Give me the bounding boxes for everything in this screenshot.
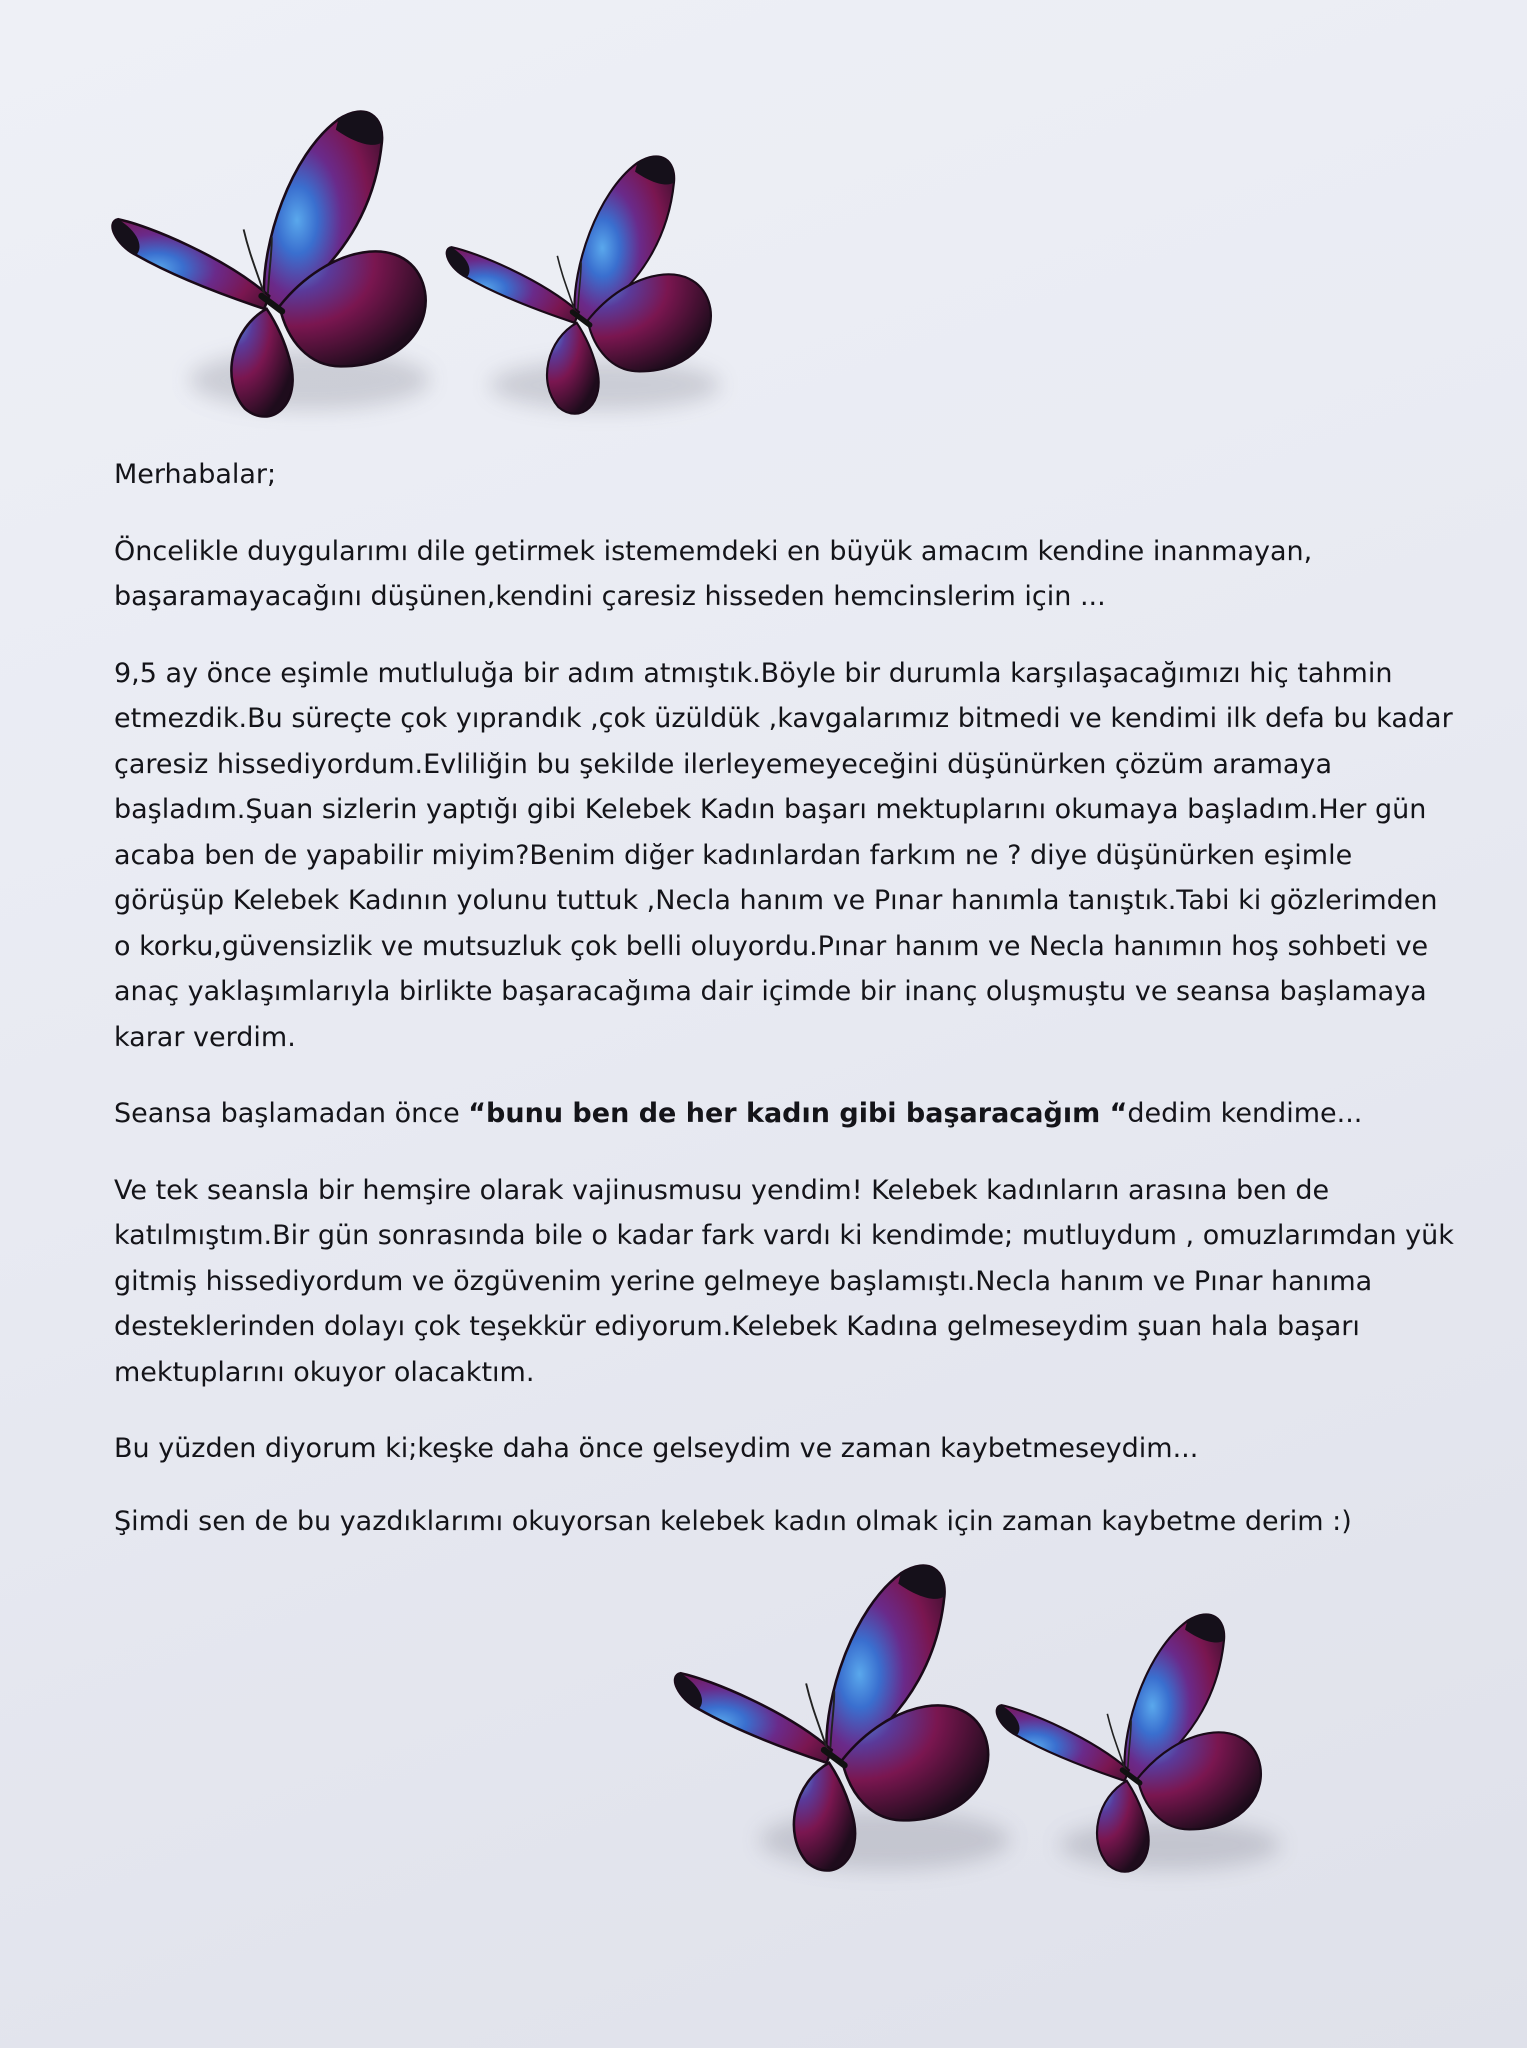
- paragraph-result: Ve tek seansla bir hemşire olarak vajinusmusu yendim! Kelebek kadınların arasına ben de katılmıştım.Bir gün sonrasında bile o kadar fark vardı ki kendimde; mutluydum , omuzlarımdan yük gitmiş hissediyordum ve özgüvenim yerine gelmeye başlamıştı.Necla hanım ve Pınar hanıma desteklerinden dolayı çok teşekkür ediyorum.Kelebek Kadına gelmeseydim şuan hala başarı mektuplarını okuyor olacaktım.: [114, 1174, 1454, 1388]
- butterfly-icon: [440, 150, 720, 420]
- butterfly-icon: [668, 1558, 998, 1878]
- quote-tail: dedim kendime...: [1127, 1098, 1363, 1129]
- greeting: Merhabalar;: [114, 459, 277, 490]
- butterfly-icon: [990, 1608, 1270, 1878]
- quote-lead: Seansa başlamadan önce: [114, 1098, 469, 1129]
- paragraph-quote: [114, 1091, 1454, 1137]
- paragraph-intro: Öncelikle duygularımı dile getirmek istememdeki en büyük amacım kendine inanmayan, başaramayacağını düşünen,kendini çaresiz hisseden hemcinslerim için ...: [114, 535, 1313, 612]
- paragraph-closing: Şimdi sen de bu yazdıklarımı okuyorsan kelebek kadın olmak için zaman kaybetme derim :): [114, 1505, 1352, 1537]
- paragraph-story: 9,5 ay önce eşimle mutluluğa bir adım atmıştık.Böyle bir durumla karşılaşacağımızı hiç tahmin etmezdik.Bu süreçte çok yıprandık ,çok üzüldük ,kavgalarımız bitmedi ve kendimi ilk defa bu kadar çaresiz hissediyordum.Evliliğin bu şekilde ilerleyemeyeceğini düşünürken çözüm aramaya başladım.Şuan sizlerin yaptığı gibi Kelebek Kadın başarı mektuplarını okumaya başladım.Her gün acaba ben de yapabilir miyim?Benim diğer kadınlardan farkım ne ? diye düşünürken eşimle görüşüp Kelebek Kadının yolunu tuttuk ,Necla hanım ve Pınar hanımla tanıştık.Tabi ki gözlerimden o korku,güvensizlik ve mutsuzluk çok belli oluyordu.Pınar hanım ve Necla hanımın hoş sohbeti ve anaç yaklaşımlarıyla birlikte başaracağıma dair içimde bir inanç oluşmuştu ve seansa başlamaya karar verdim.: [114, 657, 1453, 1053]
- letter-body: [114, 452, 1454, 1575]
- quote-bold: “bunu ben de her kadın gibi başaracağım “: [468, 1098, 1128, 1129]
- butterfly-icon: [108, 104, 433, 424]
- paragraph-regret: Bu yüzden diyorum ki;keşke daha önce gelseydim ve zaman kaybetmeseydim...: [114, 1433, 1199, 1464]
